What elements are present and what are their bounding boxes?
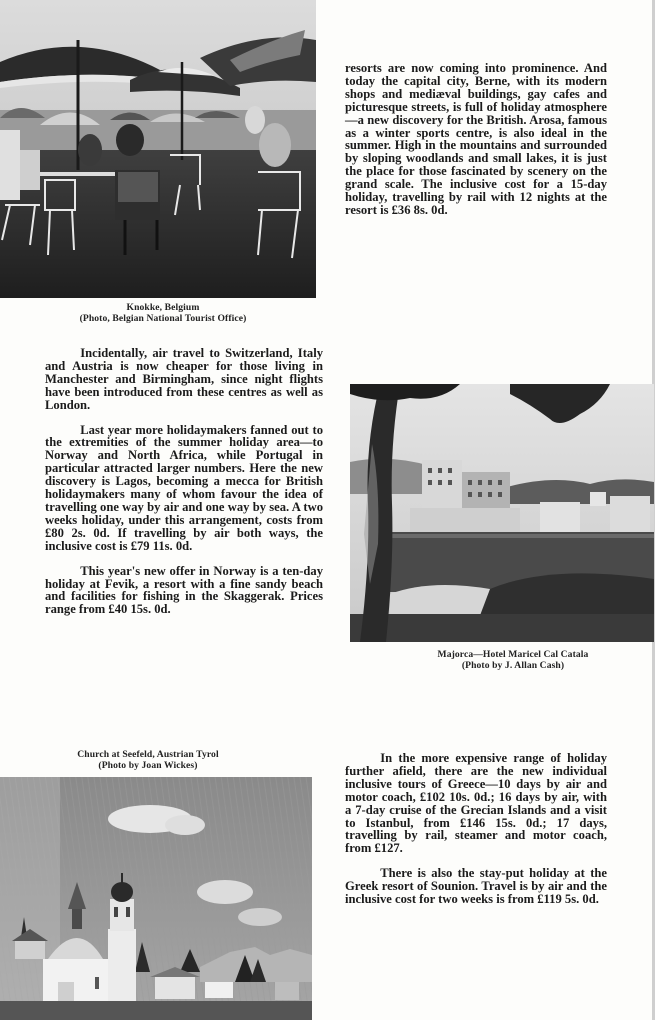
paragraph: Last year more holidaymakers fanned out to the extremities of the summer holiday area—to Norway and North Africa, while Portugal in particular attracted larger numbers. Here the new discovery is Lagos, becoming a mecca for British holidaymakers many of whom favour the idea of travelling one way by air and one way by sea. A two weeks holiday, under this arrangement, costs from £80 2s. 0d. If travelling by air both ways, the inclusive cost is £79 11s. 0d. (45, 422, 323, 553)
paragraph: In the more expensive range of holiday further afield, there are the new individual inclusive tours of Greece—10 days by air and motor coach, £102 10s. 0d.; 16 days by air, with a 7-day cruise of the Grecian Islands and a visit to Istanbul, from £146 15s. 0d.; 17 days, travelling by rail, steamer and motor coach, from £127. (345, 751, 607, 856)
paragraph: Incidentally, air travel to Switzerland, Italy and Austria is now cheaper for those living in Manchester and Birmingham, since night flights have been introduced from these centres as well as London. (45, 346, 323, 412)
photo-caption-majorca (395, 650, 631, 671)
caption-title: Church at Seefeld, Austrian Tyrol (77, 749, 219, 760)
caption-credit: (Photo by J. Allan Cash) (461, 659, 565, 671)
photo-knokke (0, 0, 316, 298)
caption-credit: (Photo, Belgian National Tourist Office) (79, 312, 247, 324)
photo-caption-seefeld (30, 750, 266, 771)
paragraph: resorts are now coming into prominence. And today the capital city, Berne, with its modern shops and mediæval buildings, gay cafes and picturesque streets, is full of holiday atmosphere—a new discovery for the British. Arosa, famous as a winter sports centre, is also ideal in the summer. High in the mountains and surrounded by sloping woodlands and small lakes, it is just the place for those fascinated by scenery on the grand scale. The inclusive cost for a 15-day holiday, travelling by rail with 12 nights at the resort is £36 8s. 0d. (345, 61, 607, 217)
photo-majorca (350, 384, 654, 642)
caption-title: Knokke, Belgium (126, 302, 200, 313)
article-column-top-right (345, 62, 607, 229)
caption-credit: (Photo by Joan Wickes) (98, 759, 198, 771)
paragraph: There is also the stay-put holiday at the Greek resort of Sounion. Travel is by air and the inclusive cost for two weeks is from £119 5s. 0d. (345, 866, 607, 907)
photo-caption-knokke (30, 303, 296, 324)
caption-title: Majorca—Hotel Maricel Cal Catala (437, 649, 589, 660)
article-column-bottom-right (345, 752, 607, 918)
article-column-middle-left (45, 347, 323, 628)
majorca-bay-illustration (350, 384, 654, 642)
photo-seefeld (0, 777, 312, 1020)
cafe-parasols-illustration (0, 0, 316, 298)
paragraph: This year's new offer in Norway is a ten-day holiday at Fevik, a resort with a fine sandy beach and facilities for fishing in the Skaggerak. Prices range from £40 15s. 0d. (45, 563, 323, 617)
seefeld-church-illustration (0, 777, 312, 1020)
